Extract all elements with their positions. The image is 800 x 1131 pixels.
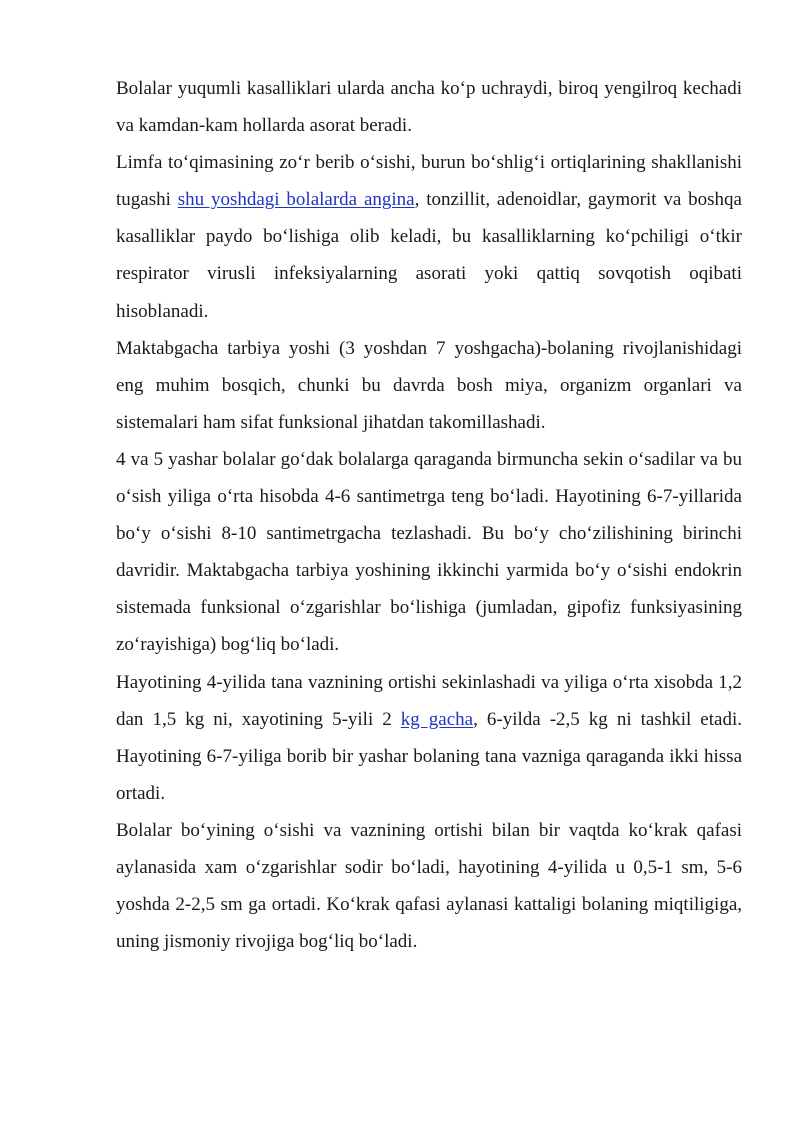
paragraph-text: Maktabgacha tarbiya yoshi (3 yoshdan 7 yoshgacha)-bolaning rivojlanishidagi eng muhim bosqich, chunki bu davrda bosh miya, organizm organlari va sistemalari ham sifat funksional jihatdan takomillashadi.: [116, 337, 742, 433]
paragraph-height-growth: [116, 441, 742, 664]
paragraph-text: , tonzillit, adenoidlar, gaymorit va boshqa kasalliklar paydo boʻlishiga olib keladi, bu kasalliklarning koʻpchiligi oʻtkir respirator virusli infeksiyalarning asorati yoki qattiq sovqotish oqibati hisoblanadi.: [116, 189, 742, 322]
paragraph-lymphoid-tissue: [116, 144, 742, 329]
paragraph-text: Bolalar yuqumli kasalliklari ularda ancha koʻp uchraydi, biroq yengilroq kechadi va kamdan-kam hollarda asorat beradi.: [116, 78, 742, 137]
paragraph-infections: [116, 70, 742, 144]
paragraph-preschool-age: [116, 330, 742, 441]
paragraph-text: , 6-yilda -2,5 kg ni tashkil etadi. Hayotining 6-7-yiliga borib bir yashar bolaning tana vazniga qaraganda ikki hissa ortadi.: [116, 708, 742, 804]
kg-link[interactable]: kg gacha: [400, 708, 474, 730]
paragraph-text: Limfa toʻqimasining zoʻr berib oʻsishi, burun boʻshligʻi ortiqlarining shakllanishi tugashi: [116, 152, 742, 211]
paragraph-weight-gain: [116, 664, 742, 812]
document-body: [116, 70, 742, 960]
paragraph-text: Bolalar boʻyining oʻsishi va vaznining ortishi bilan bir vaqtda koʻkrak qafasi aylanasida xam oʻzgarishlar sodir boʻladi, hayotining 4-yilida u 0,5-1 sm, 5-6 yoshda 2-2,5 sm ga ortadi. Koʻkrak qafasi aylanasi kattaligi bolaning miqtiligiga, uning jismoniy rivojiga bogʻliq boʻladi.: [116, 819, 742, 953]
paragraph-text: 4 va 5 yashar bolalar goʻdak bolalarga qaraganda birmuncha sekin oʻsadilar va bu oʻsish yiliga oʻrta hisobda 4-6 santimetrga teng boʻladi. Hayotining 6-7-yillarida boʻy oʻsishi 8-10 santimetrgacha tezlashadi. Bu boʻy choʻzilishining birinchi davridir. Maktabgacha tarbiya yoshining ikkinchi yarmida boʻy oʻsishi endokrin sistemada funksional oʻzgarishlar boʻlishiga (jumladan, gipofiz funksiyasining zoʻrayishiga) bogʻliq boʻladi.: [116, 448, 742, 656]
paragraph-chest-circumference: [116, 812, 742, 960]
angina-link[interactable]: shu yoshdagi bolalarda angina: [177, 189, 415, 211]
paragraph-text: Hayotining 4-yilida tana vaznining ortishi sekinlashadi va yiliga oʻrta xisobda 1,2 dan 1,5 kg ni, xayotining 5-yili 2: [116, 671, 742, 730]
